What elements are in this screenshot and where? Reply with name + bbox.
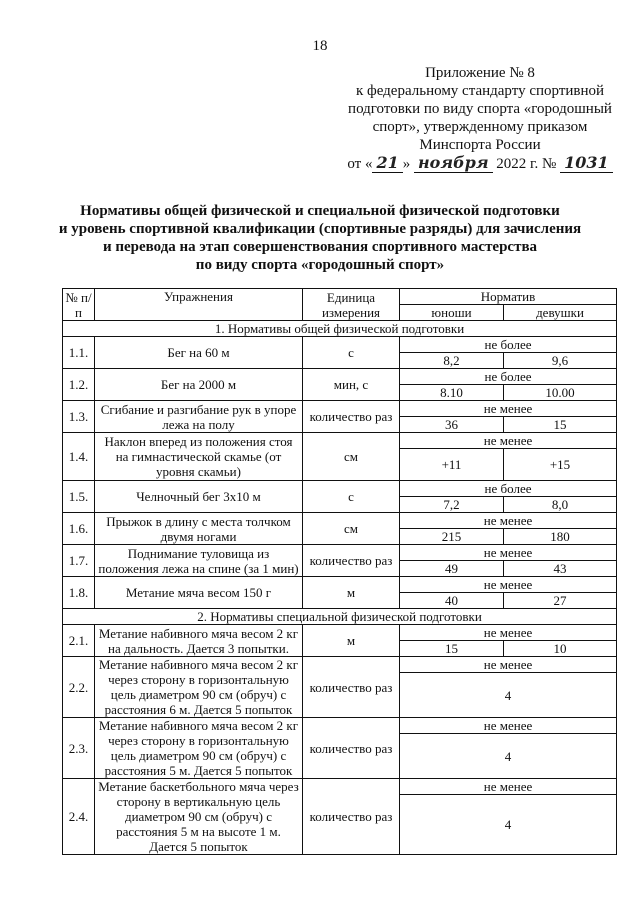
row-girls: 27 (504, 593, 617, 609)
header-unit: Единица измерения (303, 289, 400, 321)
table-row (63, 433, 617, 449)
row-exercise: Метание набивного мяча весом 2 кг через сторону в горизонтальную цель диаметром 90 см (обруч) с расстояния 5 м. Дается 5 попыток (95, 718, 303, 779)
order-mid: » (402, 156, 411, 172)
row-unit: количество раз (303, 401, 400, 433)
row-value: 4 (400, 734, 617, 779)
title-line: Нормативы общей физической и специальной физической подготовки (80, 203, 560, 219)
row-unit: количество раз (303, 779, 400, 855)
row-condition: не более (400, 369, 617, 385)
row-unit: с (303, 481, 400, 513)
row-num: 1.3. (63, 401, 95, 433)
document-title (0, 202, 640, 274)
row-condition: не более (400, 337, 617, 353)
row-girls: +15 (504, 449, 617, 481)
row-unit: м (303, 625, 400, 657)
row-condition: не менее (400, 577, 617, 593)
row-boys: 49 (400, 561, 504, 577)
title-line: и уровень спортивной квалификации (спортивные разряды) для зачисления (58, 221, 582, 237)
row-unit: м (303, 577, 400, 609)
section-title: 1. Нормативы общей физической подготовки (63, 321, 617, 337)
row-girls: 8,0 (504, 497, 617, 513)
table-row (63, 625, 617, 641)
row-num: 1.1. (63, 337, 95, 369)
row-girls: 9,6 (504, 353, 617, 369)
row-girls: 10.00 (504, 385, 617, 401)
appendix-line: Минспорта России (419, 137, 541, 153)
row-exercise: Прыжок в длину с места толчком двумя ногами (95, 513, 303, 545)
appendix-line: к федеральному стандарту спортивной (355, 83, 605, 99)
row-unit: с (303, 337, 400, 369)
order-line (330, 154, 630, 173)
row-condition: не менее (400, 545, 617, 561)
row-num: 1.2. (63, 369, 95, 401)
order-year: 2022 г. № (496, 156, 557, 172)
table-row (63, 718, 617, 734)
table-row (63, 401, 617, 417)
norms-table (62, 288, 617, 855)
row-girls: 15 (504, 417, 617, 433)
row-condition: не менее (400, 433, 617, 449)
row-condition: не более (400, 481, 617, 497)
row-exercise: Челночный бег 3х10 м (95, 481, 303, 513)
row-exercise: Бег на 2000 м (95, 369, 303, 401)
title-line: и перевода на этап совершенствования спортивного мастерства (102, 239, 538, 255)
table-row (63, 513, 617, 529)
header-exercise: Упражнения (95, 289, 303, 321)
table-row (63, 481, 617, 497)
row-num: 2.3. (63, 718, 95, 779)
appendix-line: Приложение № 8 (425, 65, 535, 81)
row-boys: 36 (400, 417, 504, 433)
header-num: № п/п (63, 289, 95, 321)
row-boys: 7,2 (400, 497, 504, 513)
row-unit: см (303, 513, 400, 545)
row-girls: 43 (504, 561, 617, 577)
order-prefix: от « (347, 156, 373, 172)
row-num: 2.4. (63, 779, 95, 855)
table-row (63, 779, 617, 795)
row-exercise: Бег на 60 м (95, 337, 303, 369)
row-num: 1.5. (63, 481, 95, 513)
row-boys: 8,2 (400, 353, 504, 369)
row-num: 1.7. (63, 545, 95, 577)
order-number: 1031 (560, 153, 613, 173)
section-row (63, 609, 617, 625)
table-row (63, 337, 617, 353)
row-condition: не менее (400, 718, 617, 734)
row-exercise: Метание баскетбольного мяча через сторону в вертикальную цель диаметром 90 см (обруч) с расстояния 5 м на высоте 1 м. Дается 5 попыток (95, 779, 303, 855)
appendix-block (330, 64, 630, 173)
row-boys: +11 (400, 449, 504, 481)
row-boys: 215 (400, 529, 504, 545)
row-condition: не менее (400, 657, 617, 673)
row-value: 4 (400, 673, 617, 718)
row-condition: не менее (400, 513, 617, 529)
row-num: 1.4. (63, 433, 95, 481)
row-condition: не менее (400, 779, 617, 795)
order-month: ноября (414, 153, 493, 173)
row-unit: см (303, 433, 400, 481)
order-day: 21 (372, 153, 402, 173)
row-condition: не менее (400, 401, 617, 417)
row-boys: 15 (400, 641, 504, 657)
header-boys: юноши (400, 305, 504, 321)
header-norm: Норматив (400, 289, 617, 305)
row-num: 2.1. (63, 625, 95, 657)
header-girls: девушки (504, 305, 617, 321)
row-boys: 8.10 (400, 385, 504, 401)
row-condition: не менее (400, 625, 617, 641)
table-row (63, 657, 617, 673)
table-row (63, 577, 617, 593)
row-num: 1.8. (63, 577, 95, 609)
appendix-line: спорт», утвержденному приказом (372, 119, 588, 135)
row-unit: мин, с (303, 369, 400, 401)
page-number: 18 (312, 38, 328, 54)
row-exercise: Наклон вперед из положения стоя на гимнастической скамье (от уровня скамьи) (95, 433, 303, 481)
row-exercise: Метание мяча весом 150 г (95, 577, 303, 609)
header-row (63, 289, 617, 305)
section-row (63, 321, 617, 337)
row-unit: количество раз (303, 657, 400, 718)
row-unit: количество раз (303, 545, 400, 577)
appendix-line: подготовки по виду спорта «городошный (348, 101, 612, 117)
table-row (63, 369, 617, 385)
title-line: по виду спорта «городошный спорт» (195, 257, 445, 273)
row-girls: 180 (504, 529, 617, 545)
row-girls: 10 (504, 641, 617, 657)
row-exercise: Метание набивного мяча весом 2 кг через сторону в горизонтальную цель диаметром 90 см (обруч) с расстояния 6 м. Дается 5 попыток (95, 657, 303, 718)
row-exercise: Метание набивного мяча весом 2 кг на дальность. Дается 3 попытки. (95, 625, 303, 657)
row-value: 4 (400, 795, 617, 855)
row-exercise: Сгибание и разгибание рук в упоре лежа на полу (95, 401, 303, 433)
row-num: 2.2. (63, 657, 95, 718)
table-row (63, 545, 617, 561)
section-title: 2. Нормативы специальной физической подготовки (63, 609, 617, 625)
row-exercise: Поднимание туловища из положения лежа на спине (за 1 мин) (95, 545, 303, 577)
row-num: 1.6. (63, 513, 95, 545)
row-boys: 40 (400, 593, 504, 609)
row-unit: количество раз (303, 718, 400, 779)
